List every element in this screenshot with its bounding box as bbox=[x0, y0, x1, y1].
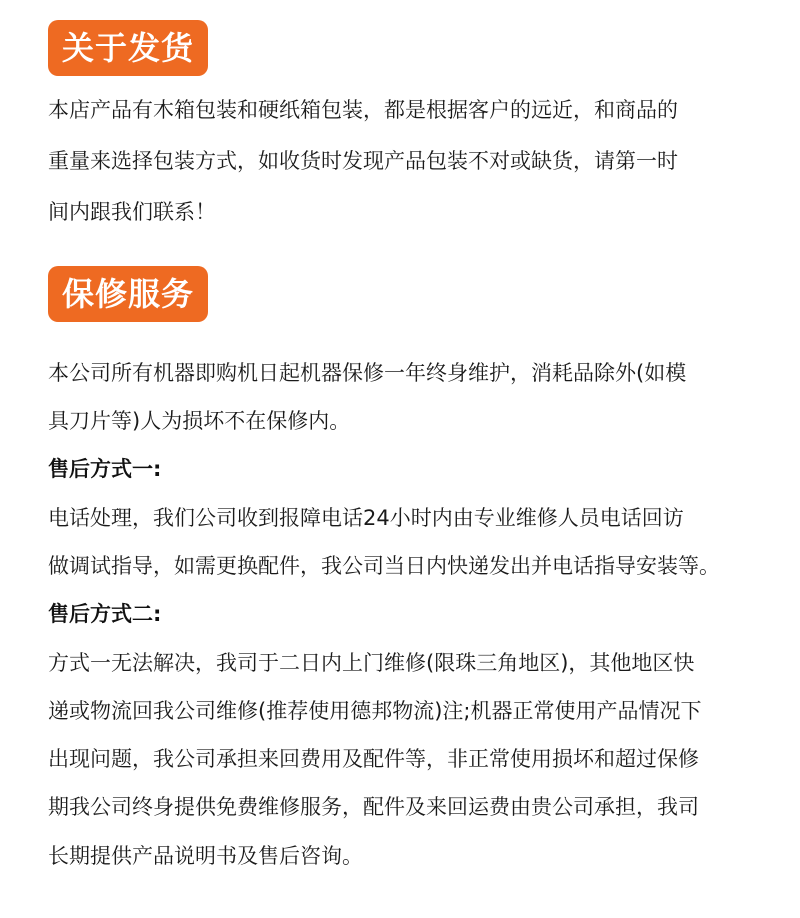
method-2-line-2: 递或物流回我公司维修(推荐使用德邦物流)注;机器正常使用产品情况下 bbox=[48, 699, 702, 723]
method-2-line-3: 出现问题，我公司承担来回费用及配件等，非正常使用损坏和超过保修 bbox=[48, 747, 699, 771]
shipping-text-line-1: 本店产品有木箱包装和硬纸箱包装，都是根据客户的远近，和商品的 bbox=[48, 98, 678, 122]
shipping-text-line-3: 间内跟我们联系！ bbox=[48, 200, 216, 224]
method-2-line-5: 长期提供产品说明书及售后咨询。 bbox=[48, 844, 363, 868]
method-1-line-2: 做调试指导，如需更换配件，我公司当日内快递发出并电话指导安装等。 bbox=[48, 554, 720, 578]
after-sales-method-2-heading: 售后方式二: bbox=[48, 602, 162, 626]
method-2-line-1: 方式一无法解决，我司于二日内上门维修(限珠三角地区)，其他地区快 bbox=[48, 651, 695, 675]
warranty-intro-line-2: 具刀片等)人为损坏不在保修内。 bbox=[48, 409, 351, 433]
method-1-line-1: 电话处理，我们公司收到报障电话24小时内由专业维修人员电话回访 bbox=[48, 506, 684, 530]
method-2-line-4: 期我公司终身提供免费维修服务，配件及来回运费由贵公司承担，我司 bbox=[48, 795, 699, 819]
shipping-text-line-2: 重量来选择包装方式，如收货时发现产品包装不对或缺货，请第一时 bbox=[48, 149, 678, 173]
warranty-section-title: 保修服务 bbox=[48, 266, 208, 322]
shipping-section-title: 关于发货 bbox=[48, 20, 208, 76]
warranty-intro-line-1: 本公司所有机器即购机日起机器保修一年终身维护，消耗品除外(如模 bbox=[48, 361, 687, 385]
after-sales-method-1-heading: 售后方式一: bbox=[48, 457, 162, 481]
